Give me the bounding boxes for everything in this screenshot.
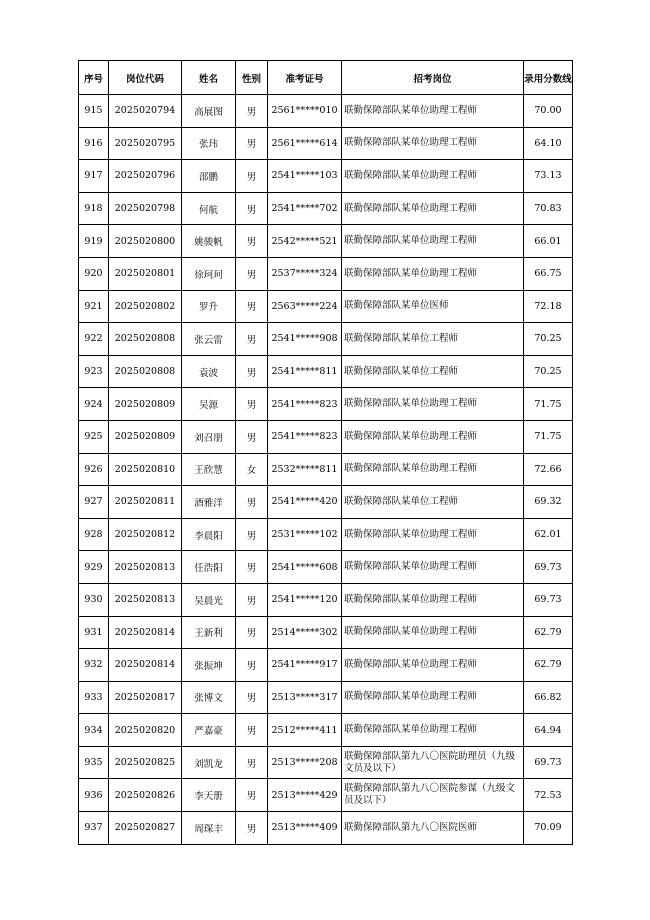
cell-seq: 920 [79, 257, 109, 290]
cell-recruit-post: 联勤保障部队某单位助理工程师 [342, 518, 524, 551]
table-row [79, 127, 573, 160]
cell-recruit-post: 联勤保障部队某单位助理工程师 [342, 257, 524, 290]
cell-seq: 922 [79, 323, 109, 356]
cell-seq: 928 [79, 518, 109, 551]
cell-seq: 929 [79, 551, 109, 584]
cell-name: 任浩阳 [182, 551, 236, 584]
results-table [78, 60, 573, 845]
cell-ticket-number: 2542*****521 [268, 225, 342, 258]
cell-gender: 男 [236, 486, 268, 519]
cell-name: 酒雅洋 [182, 486, 236, 519]
cell-seq: 927 [79, 486, 109, 519]
cell-gender: 男 [236, 681, 268, 714]
cell-recruit-post: 联勤保障部队某单位助理工程师 [342, 681, 524, 714]
table-body [79, 95, 573, 845]
cell-name: 姚骏帆 [182, 225, 236, 258]
cell-post-code: 2025020798 [109, 192, 182, 225]
cell-recruit-post: 联勤保障部队某单位助理工程师 [342, 160, 524, 193]
cell-seq: 918 [79, 192, 109, 225]
cell-post-code: 2025020796 [109, 160, 182, 193]
cell-recruit-post: 联勤保障部队某单位医师 [342, 290, 524, 323]
table-row [79, 290, 573, 323]
cell-name: 何航 [182, 192, 236, 225]
cell-gender: 男 [236, 583, 268, 616]
cell-ticket-number: 2513*****317 [268, 681, 342, 714]
table-row [79, 681, 573, 714]
cell-gender: 男 [236, 779, 268, 812]
cell-score-line: 62.79 [524, 616, 573, 649]
cell-score-line: 66.75 [524, 257, 573, 290]
cell-post-code: 2025020817 [109, 681, 182, 714]
cell-ticket-number: 2531*****102 [268, 518, 342, 551]
cell-name: 刘召朋 [182, 420, 236, 453]
cell-post-code: 2025020811 [109, 486, 182, 519]
cell-ticket-number: 2513*****409 [268, 812, 342, 845]
cell-name: 吴晨光 [182, 583, 236, 616]
cell-ticket-number: 2541*****420 [268, 486, 342, 519]
cell-seq: 932 [79, 649, 109, 682]
cell-name: 徐珂珂 [182, 257, 236, 290]
cell-gender: 男 [236, 127, 268, 160]
cell-seq: 937 [79, 812, 109, 845]
header-gender: 性别 [236, 61, 268, 95]
cell-recruit-post: 联勤保障部队某单位助理工程师 [342, 225, 524, 258]
cell-score-line: 71.75 [524, 420, 573, 453]
cell-seq: 935 [79, 746, 109, 779]
cell-recruit-post: 联勤保障部队某单位助理工程师 [342, 616, 524, 649]
cell-seq: 926 [79, 453, 109, 486]
table-row [79, 486, 573, 519]
cell-name: 严嘉豪 [182, 714, 236, 747]
cell-recruit-post: 联勤保障部队某单位助理工程师 [342, 388, 524, 421]
cell-gender: 男 [236, 323, 268, 356]
cell-gender: 男 [236, 518, 268, 551]
cell-gender: 女 [236, 453, 268, 486]
cell-post-code: 2025020820 [109, 714, 182, 747]
cell-score-line: 70.25 [524, 355, 573, 388]
cell-recruit-post: 联勤保障部队某单位工程师 [342, 486, 524, 519]
cell-ticket-number: 2561*****010 [268, 95, 342, 128]
cell-ticket-number: 2541*****908 [268, 323, 342, 356]
cell-gender: 男 [236, 420, 268, 453]
cell-ticket-number: 2561*****614 [268, 127, 342, 160]
cell-name: 邵鹏 [182, 160, 236, 193]
cell-gender: 男 [236, 649, 268, 682]
cell-recruit-post: 联勤保障部队第九八〇医院医师 [342, 812, 524, 845]
cell-ticket-number: 2532*****811 [268, 453, 342, 486]
cell-post-code: 2025020810 [109, 453, 182, 486]
cell-gender: 男 [236, 812, 268, 845]
cell-gender: 男 [236, 225, 268, 258]
cell-gender: 男 [236, 160, 268, 193]
cell-recruit-post: 联勤保障部队某单位工程师 [342, 323, 524, 356]
cell-gender: 男 [236, 257, 268, 290]
cell-ticket-number: 2563*****224 [268, 290, 342, 323]
table-row [79, 649, 573, 682]
cell-seq: 934 [79, 714, 109, 747]
table-row [79, 192, 573, 225]
cell-post-code: 2025020814 [109, 649, 182, 682]
header-row [79, 61, 573, 95]
cell-score-line: 72.53 [524, 779, 573, 812]
cell-name: 周琛丰 [182, 812, 236, 845]
header-recruit-post: 招考岗位 [342, 61, 524, 95]
cell-gender: 男 [236, 714, 268, 747]
cell-post-code: 2025020808 [109, 323, 182, 356]
cell-ticket-number: 2541*****811 [268, 355, 342, 388]
table-row [79, 616, 573, 649]
cell-post-code: 2025020795 [109, 127, 182, 160]
table-row [79, 323, 573, 356]
cell-ticket-number: 2512*****411 [268, 714, 342, 747]
cell-name: 王欣慧 [182, 453, 236, 486]
cell-gender: 男 [236, 551, 268, 584]
cell-score-line: 66.01 [524, 225, 573, 258]
cell-name: 吴源 [182, 388, 236, 421]
cell-ticket-number: 2541*****608 [268, 551, 342, 584]
table-row [79, 551, 573, 584]
cell-ticket-number: 2537*****324 [268, 257, 342, 290]
table-row [79, 257, 573, 290]
cell-score-line: 69.73 [524, 746, 573, 779]
cell-seq: 933 [79, 681, 109, 714]
cell-seq: 923 [79, 355, 109, 388]
cell-seq: 919 [79, 225, 109, 258]
cell-recruit-post: 联勤保障部队某单位助理工程师 [342, 649, 524, 682]
cell-score-line: 70.25 [524, 323, 573, 356]
cell-score-line: 69.32 [524, 486, 573, 519]
cell-name: 张玮 [182, 127, 236, 160]
table-row [79, 420, 573, 453]
table-row [79, 95, 573, 128]
cell-score-line: 64.94 [524, 714, 573, 747]
cell-post-code: 2025020809 [109, 388, 182, 421]
cell-post-code: 2025020809 [109, 420, 182, 453]
cell-name: 张博文 [182, 681, 236, 714]
cell-gender: 男 [236, 355, 268, 388]
cell-post-code: 2025020800 [109, 225, 182, 258]
cell-seq: 930 [79, 583, 109, 616]
cell-score-line: 71.75 [524, 388, 573, 421]
cell-seq: 916 [79, 127, 109, 160]
cell-recruit-post: 联勤保障部队某单位助理工程师 [342, 551, 524, 584]
cell-seq: 936 [79, 779, 109, 812]
table-row [79, 355, 573, 388]
cell-score-line: 66.82 [524, 681, 573, 714]
header-score-line: 录用分数线 [524, 61, 573, 95]
cell-post-code: 2025020827 [109, 812, 182, 845]
cell-score-line: 72.66 [524, 453, 573, 486]
cell-score-line: 62.79 [524, 649, 573, 682]
table-row [79, 746, 573, 779]
cell-name: 王新利 [182, 616, 236, 649]
cell-seq: 924 [79, 388, 109, 421]
cell-recruit-post: 联勤保障部队某单位助理工程师 [342, 453, 524, 486]
cell-ticket-number: 2541*****917 [268, 649, 342, 682]
cell-recruit-post: 联勤保障部队某单位助理工程师 [342, 714, 524, 747]
cell-recruit-post: 联勤保障部队某单位助理工程师 [342, 420, 524, 453]
header-seq: 序号 [79, 61, 109, 95]
table-row [79, 812, 573, 845]
cell-name: 刘凯龙 [182, 746, 236, 779]
cell-ticket-number: 2513*****429 [268, 779, 342, 812]
cell-gender: 男 [236, 746, 268, 779]
table-row [79, 453, 573, 486]
cell-score-line: 72.18 [524, 290, 573, 323]
cell-recruit-post: 联勤保障部队某单位助理工程师 [342, 95, 524, 128]
cell-ticket-number: 2513*****208 [268, 746, 342, 779]
cell-post-code: 2025020813 [109, 551, 182, 584]
cell-post-code: 2025020825 [109, 746, 182, 779]
cell-name: 高展图 [182, 95, 236, 128]
cell-seq: 917 [79, 160, 109, 193]
cell-post-code: 2025020812 [109, 518, 182, 551]
cell-gender: 男 [236, 290, 268, 323]
cell-gender: 男 [236, 616, 268, 649]
cell-post-code: 2025020802 [109, 290, 182, 323]
cell-name: 罗升 [182, 290, 236, 323]
cell-seq: 915 [79, 95, 109, 128]
cell-ticket-number: 2541*****120 [268, 583, 342, 616]
cell-score-line: 70.83 [524, 192, 573, 225]
cell-name: 张云雷 [182, 323, 236, 356]
table-row [79, 583, 573, 616]
cell-post-code: 2025020813 [109, 583, 182, 616]
cell-name: 张振坤 [182, 649, 236, 682]
cell-ticket-number: 2541*****823 [268, 388, 342, 421]
cell-post-code: 2025020794 [109, 95, 182, 128]
cell-score-line: 70.09 [524, 812, 573, 845]
cell-score-line: 69.73 [524, 551, 573, 584]
cell-ticket-number: 2541*****702 [268, 192, 342, 225]
cell-gender: 男 [236, 388, 268, 421]
cell-seq: 925 [79, 420, 109, 453]
cell-post-code: 2025020808 [109, 355, 182, 388]
table-row [79, 388, 573, 421]
cell-post-code: 2025020826 [109, 779, 182, 812]
cell-recruit-post: 联勤保障部队某单位工程师 [342, 355, 524, 388]
cell-recruit-post: 联勤保障部队某单位助理工程师 [342, 192, 524, 225]
cell-gender: 男 [236, 192, 268, 225]
table-row [79, 779, 573, 812]
cell-recruit-post: 联勤保障部队第九八〇医院参谋（九级文员及以下） [342, 779, 524, 812]
cell-gender: 男 [236, 95, 268, 128]
cell-score-line: 69.73 [524, 583, 573, 616]
table-row [79, 518, 573, 551]
cell-seq: 921 [79, 290, 109, 323]
cell-post-code: 2025020801 [109, 257, 182, 290]
cell-score-line: 64.10 [524, 127, 573, 160]
header-ticket-number: 准考证号 [268, 61, 342, 95]
table-row [79, 160, 573, 193]
cell-seq: 931 [79, 616, 109, 649]
cell-ticket-number: 2541*****823 [268, 420, 342, 453]
table-row [79, 225, 573, 258]
cell-score-line: 62.01 [524, 518, 573, 551]
header-name: 姓名 [182, 61, 236, 95]
cell-ticket-number: 2514*****302 [268, 616, 342, 649]
cell-score-line: 70.00 [524, 95, 573, 128]
header-post-code: 岗位代码 [109, 61, 182, 95]
cell-name: 李天册 [182, 779, 236, 812]
cell-score-line: 73.13 [524, 160, 573, 193]
cell-name: 袁波 [182, 355, 236, 388]
cell-recruit-post: 联勤保障部队某单位助理工程师 [342, 127, 524, 160]
cell-ticket-number: 2541*****103 [268, 160, 342, 193]
cell-recruit-post: 联勤保障部队第九八〇医院助理员（九级文员及以下） [342, 746, 524, 779]
cell-recruit-post: 联勤保障部队某单位助理工程师 [342, 583, 524, 616]
cell-name: 李晨阳 [182, 518, 236, 551]
cell-post-code: 2025020814 [109, 616, 182, 649]
table-row [79, 714, 573, 747]
